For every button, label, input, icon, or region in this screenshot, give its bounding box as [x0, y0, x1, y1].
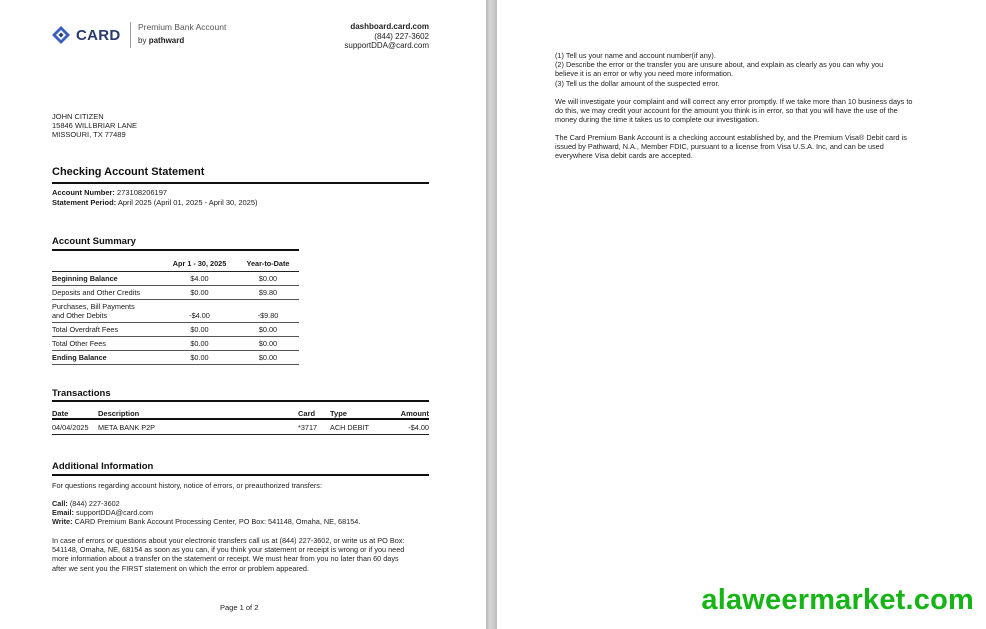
table-row: [52, 422, 429, 435]
row-label-line: and Other Debits: [52, 310, 108, 320]
disclosure-paragraph: [555, 133, 933, 161]
list-item: believe it is an error or why you need more information.: [555, 69, 734, 79]
text-line: The Card Premium Bank Account is a checking account established by, and the Premium Visa® Debit card is: [555, 133, 907, 142]
account-summary-title: Account Summary: [52, 236, 136, 247]
product-name: [138, 20, 226, 48]
txn-type: ACH DEBIT: [330, 423, 369, 432]
contact-block: [344, 22, 429, 51]
call-label: Call:: [52, 499, 68, 508]
table-row: [52, 322, 299, 336]
additional-info-title: Additional Information: [52, 461, 154, 472]
period-value: $0.00: [162, 350, 237, 364]
header-amount: Amount: [400, 409, 429, 418]
statement-page-1: [0, 0, 486, 629]
statement-period: April 2025 (April 01, 2025 - April 30, 2025): [117, 198, 258, 207]
text-line: issued by Pathward, N.A., Member FDIC, pursuant to a license from Visa U.S.A. Inc, and can be used: [555, 142, 884, 152]
divider: [52, 400, 429, 402]
contact-methods: [52, 499, 424, 527]
write-value: CARD Premium Bank Account Processing Center, PO Box: 541148, Omaha, NE, 68154.: [74, 517, 361, 527]
errors-paragraph: [52, 536, 424, 573]
row-label: [52, 299, 162, 322]
table-header: [52, 256, 162, 271]
table-header: Apr 1 - 30, 2025: [162, 256, 237, 271]
ytd-value: $0.00: [237, 271, 299, 285]
text-line: In case of errors or questions about your electronic transfers call us at (844) 227-3602, or write us at PO Box:: [52, 536, 405, 545]
divider: [52, 474, 429, 476]
header-description: Description: [98, 409, 140, 418]
row-label: Ending Balance: [52, 350, 162, 364]
row-label: Total Other Fees: [52, 336, 162, 350]
table-row: [52, 271, 299, 285]
list-item: (2) Describe the error or the transfer you are unsure about, and explain as clearly as you can why you: [555, 60, 884, 70]
text-line: money during the time it takes us to complete our investigation.: [555, 115, 760, 125]
card-diamond-icon: [52, 26, 70, 44]
period-value: $4.00: [162, 271, 237, 285]
page-number: Page 1 of 2: [220, 603, 259, 612]
txn-description: META BANK P2P: [98, 423, 156, 432]
ytd-value: -$9.80: [237, 299, 299, 322]
header-type: Type: [330, 409, 347, 418]
page-gap: [486, 0, 497, 629]
email-value: supportDDA@card.com: [75, 508, 154, 518]
table-row: [52, 336, 299, 350]
row-label: Beginning Balance: [52, 271, 162, 285]
period-value: $0.00: [162, 285, 237, 299]
table-row: [52, 299, 299, 322]
divider: [52, 182, 429, 184]
transactions-header-row: [52, 408, 429, 420]
account-number: 273108206197: [117, 188, 168, 197]
text-line: We will investigate your complaint and will correct any error promptly. If we take more than 10 business days to: [555, 97, 913, 106]
row-label: Total Overdraft Fees: [52, 322, 162, 336]
account-summary-table: [52, 256, 299, 365]
statement-period-label: Statement Period:: [52, 198, 117, 207]
call-value: (844) 227-3602: [69, 499, 120, 508]
row-label-line: Purchases, Bill Payments: [52, 301, 135, 311]
table-row: [52, 285, 299, 299]
customer-name: JOHN CITIZEN: [52, 112, 104, 121]
customer-street: 15846 WILLBRIAR LANE: [52, 121, 138, 130]
partner-name: pathward: [148, 36, 185, 45]
text-line: 541148, Omaha, NE, 68154 as soon as you can, if you think your statement or receipt is wrong or if you need: [52, 545, 405, 555]
write-line: [52, 517, 424, 526]
row-label: Deposits and Other Credits: [52, 285, 162, 299]
instructions-list: [555, 51, 933, 88]
text-line: everywhere Visa debit cards are accepted.: [555, 151, 693, 161]
statement-page-2: [497, 0, 986, 629]
txn-card: *3717: [298, 423, 318, 432]
ytd-value: $0.00: [237, 322, 299, 336]
watermark: alaweermarket.com: [701, 584, 974, 616]
account-number-label: Account Number:: [52, 188, 115, 197]
header-card: Card: [298, 409, 316, 418]
logo-divider: [130, 22, 131, 48]
ytd-value: $0.00: [237, 350, 299, 364]
contact-phone: (844) 227-3602: [374, 31, 429, 41]
period-value: $0.00: [162, 336, 237, 350]
text-line: after we sent you the FIRST statement on which the error or problem appeared.: [52, 563, 310, 573]
additional-intro: For questions regarding account history, notice of errors, or preauthorized transfers:: [52, 481, 322, 490]
text-line: more information about a transfer on the statement or receipt. We must hear from you no later than 60 days: [52, 554, 399, 564]
by-prefix: by: [138, 36, 147, 45]
write-label: Write:: [52, 517, 73, 527]
account-number-line: [52, 188, 167, 198]
header-date: Date: [52, 409, 69, 418]
partner-line: [138, 34, 226, 48]
call-line: [52, 499, 424, 508]
statement-title: Checking Account Statement: [52, 166, 205, 178]
period-value: -$4.00: [162, 299, 237, 322]
contact-email: supportDDA@card.com: [344, 41, 429, 51]
txn-date: 04/04/2025: [52, 423, 89, 432]
txn-amount: -$4.00: [408, 423, 429, 432]
table-row: [52, 350, 299, 364]
table-header: Year-to-Date: [237, 256, 299, 271]
period-value: $0.00: [162, 322, 237, 336]
customer-city: MISSOURI, TX 77489: [52, 130, 126, 139]
product-label: Premium Bank Account: [138, 22, 227, 32]
statement-period-line: [52, 198, 258, 208]
contact-domain: dashboard.card.com: [350, 22, 429, 31]
card-logo: [52, 20, 121, 50]
customer-address: [52, 112, 137, 139]
ytd-value: $9.80: [237, 285, 299, 299]
transactions-title: Transactions: [52, 388, 111, 399]
logo-text: CARD: [76, 26, 121, 44]
ytd-value: $0.00: [237, 336, 299, 350]
list-item: (3) Tell us the dollar amount of the suspected error.: [555, 78, 720, 88]
investigation-paragraph: [555, 97, 933, 125]
list-item: (1) Tell us your name and account number(if any).: [555, 51, 716, 60]
divider: [52, 249, 299, 251]
email-line: [52, 508, 424, 517]
table-header-row: [52, 256, 299, 271]
text-line: do this, we may credit your account for the amount you think is in error, so that you will have the use of the: [555, 106, 898, 116]
email-label: Email:: [52, 508, 74, 518]
